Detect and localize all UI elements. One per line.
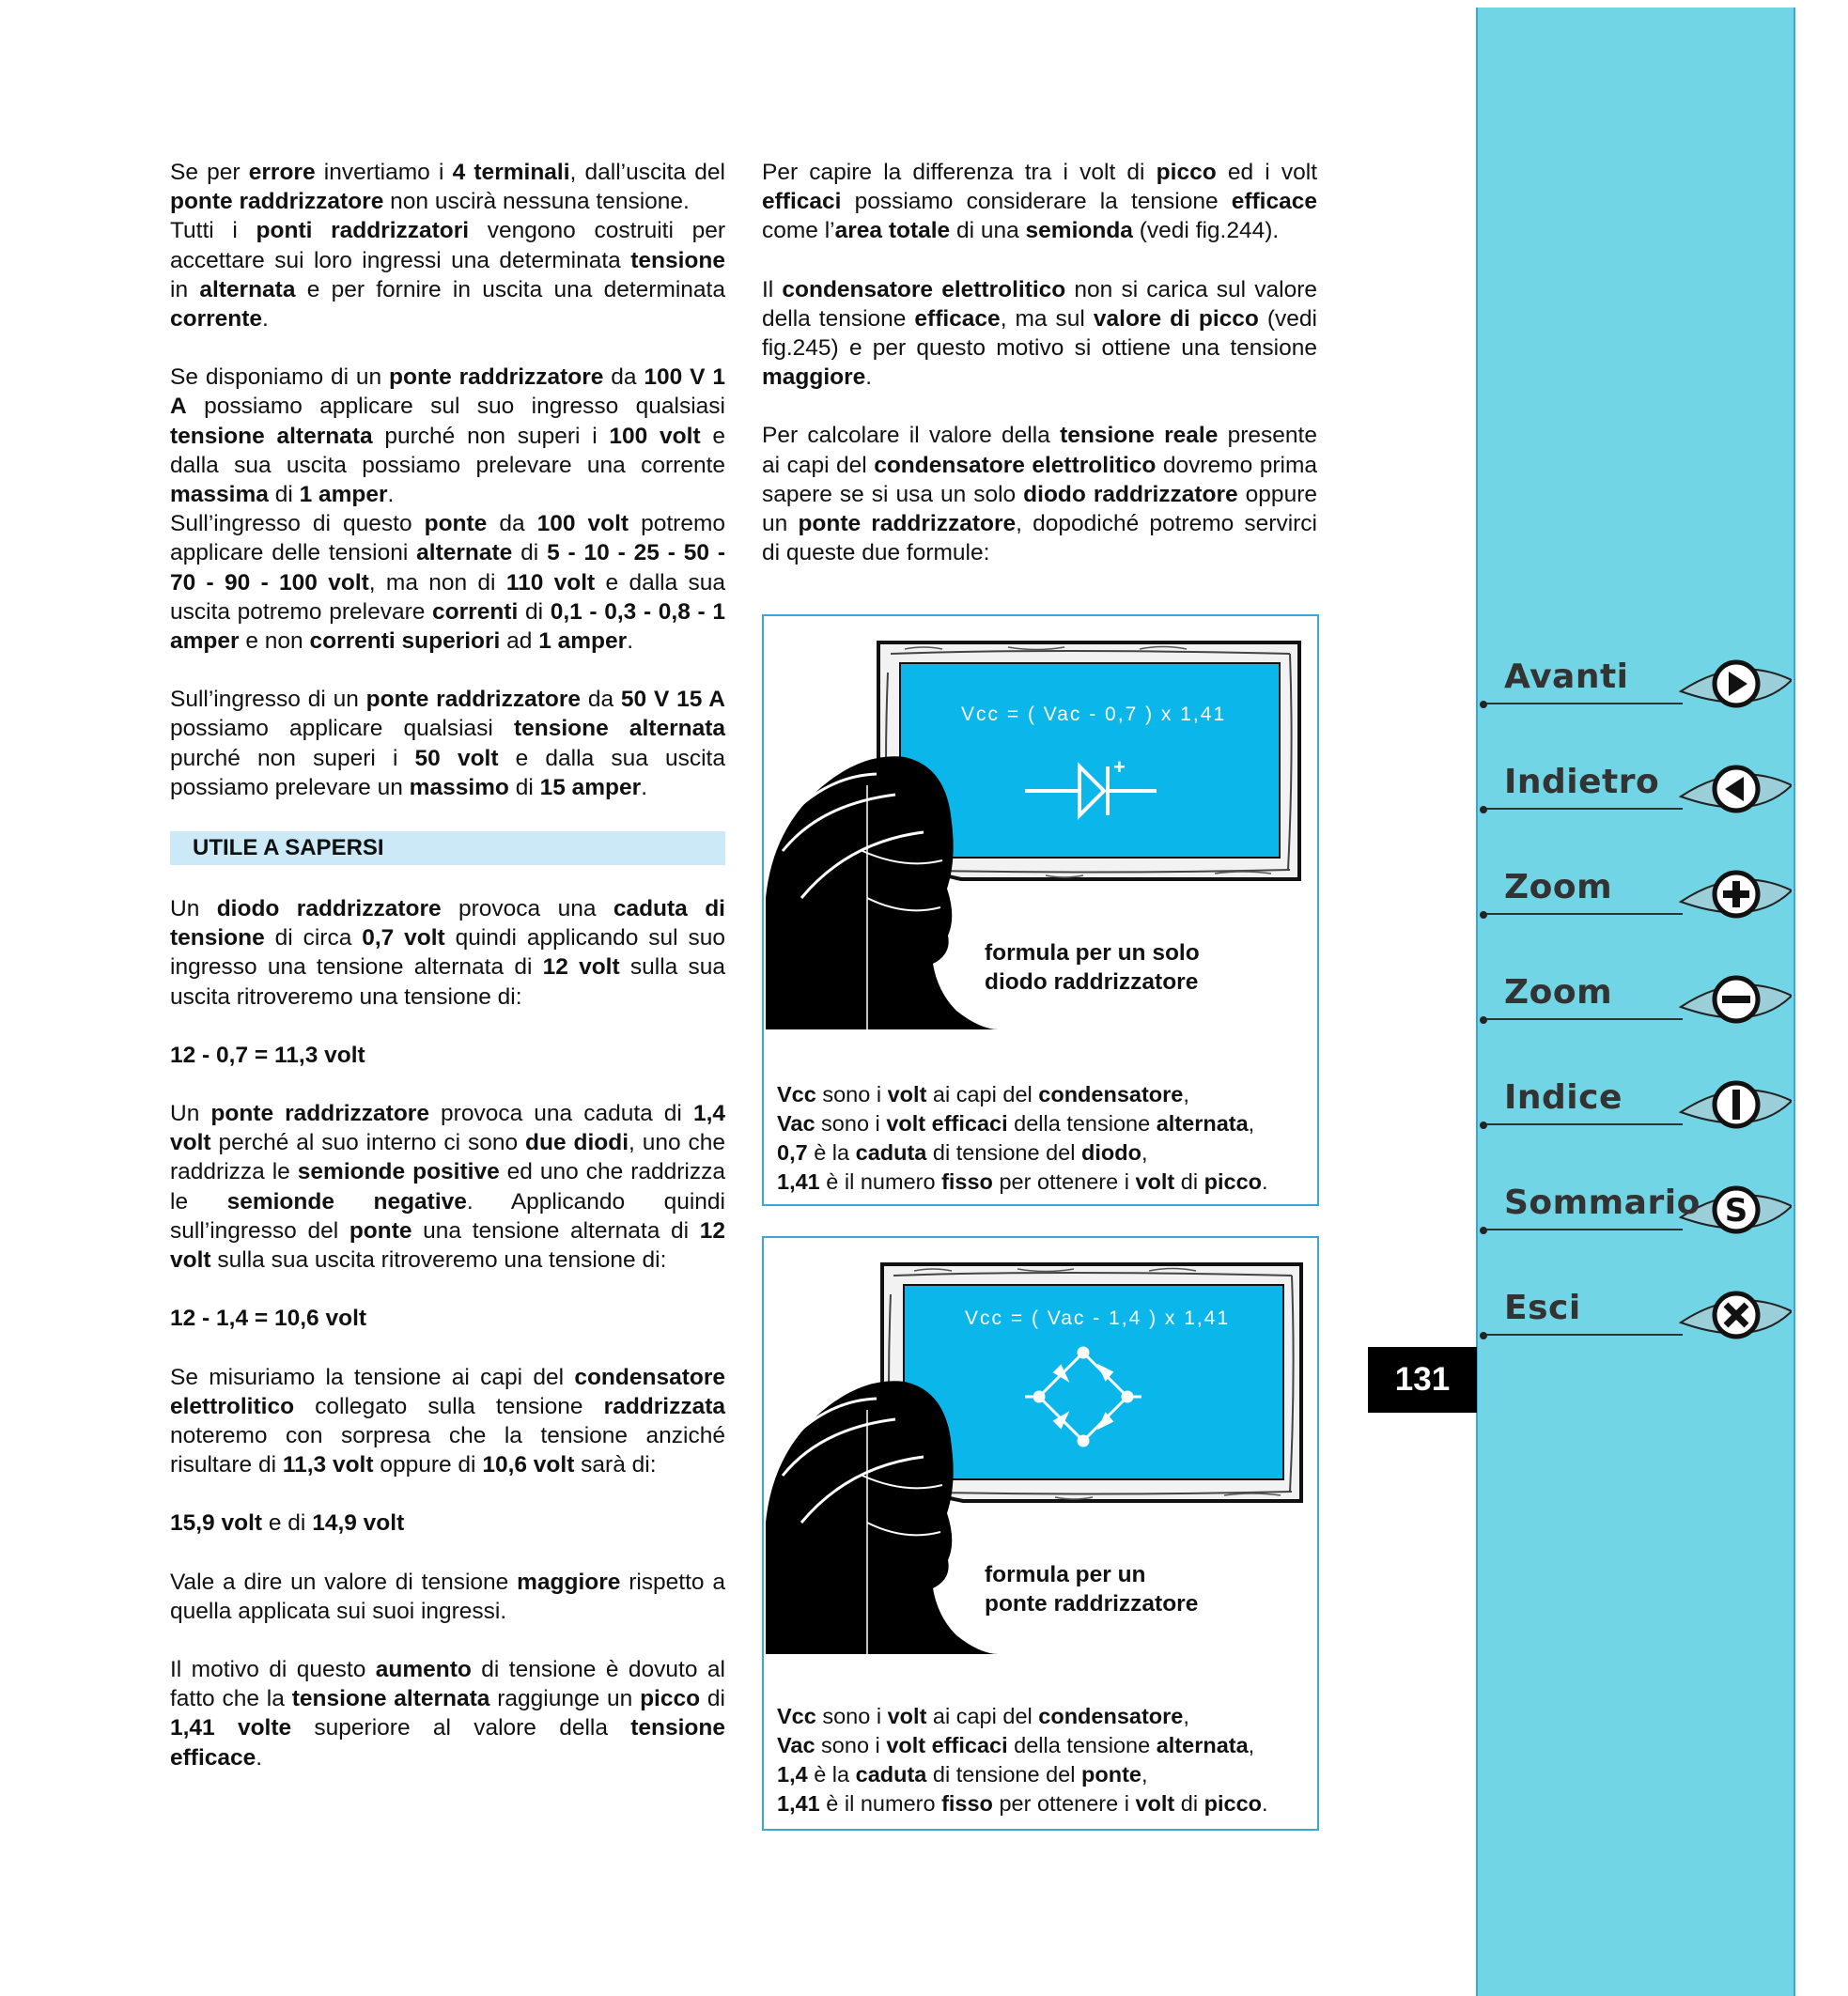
paragraph: Sull’ingresso di un ponte raddrizzatore da 50 V 15 A possiamo applicare qualsiasi tensione alternata purché non superi i 50 volt e dalla sua uscita possiamo prelevare un massimo di 15 amper. bbox=[170, 687, 725, 800]
paragraph: Un diodo raddrizzatore provoca una caduta di tensione di circa 0,7 volt quindi applicando sul suo ingresso una tensione alternata di 12 volt sulla sua uscita ritroveremo una tensione di: bbox=[170, 896, 725, 1010]
paragraph: Un ponte raddrizzatore provoca una caduta di 1,4 volt perché al suo interno ci sono due diodi, uno che raddrizza le semionde positive ed uno che raddrizza le semionde negative. Applicando quindi sull’ingresso del ponte una tensione alternata di 12 volt sulla sua uscita ritroveremo una tensione di: bbox=[170, 1101, 725, 1274]
formula-text: Vcc = ( Vac - 0,7 ) x 1,41 bbox=[961, 704, 1227, 725]
nav-label: Avanti bbox=[1504, 658, 1629, 696]
legend-line: 0,7 è la caduta di tensione del diodo, bbox=[777, 1140, 1148, 1165]
paragraph: Se misuriamo la tensione ai capi del condensatore elettrolitico collegato sulla tensione raddrizzata noteremo con sorpresa che la tensione anziché risultare di 11,3 volt oppure di 10,6 volt sarà di: bbox=[170, 1364, 725, 1478]
formula-figure-bridge bbox=[762, 1236, 1319, 1831]
legend-line: 1,41 è il numero fisso per ottenere i volt di picco. bbox=[777, 1791, 1268, 1816]
caption-line: ponte raddrizzatore bbox=[985, 1591, 1199, 1617]
nav-label: Esci bbox=[1504, 1289, 1581, 1327]
nav-label: Zoom bbox=[1504, 973, 1613, 1012]
caption-line: diodo raddrizzatore bbox=[985, 969, 1199, 995]
plus-mark: + bbox=[1113, 755, 1126, 779]
nav-indice-button[interactable] bbox=[1476, 1075, 1792, 1140]
formula-text: Vcc = ( Vac - 1,4 ) x 1,41 bbox=[965, 1307, 1231, 1329]
legend-line: Vac sono i volt efficaci della tensione alternata, bbox=[777, 1111, 1255, 1136]
nav-label: Sommario bbox=[1504, 1184, 1700, 1222]
page-number: 131 bbox=[1368, 1347, 1477, 1413]
paragraph: Tutti i ponti raddrizzatori vengono costruiti per accettare sui loro ingressi una determinata tensione in alternata e per fornire in uscita una determinata corrente. bbox=[170, 218, 725, 333]
nav-zoom-in-button[interactable] bbox=[1476, 864, 1792, 930]
paragraph: Per capire la differenza tra i volt di picco ed i volt efficaci possiamo considerare la tensione efficace come l’area totale di una semionda (vedi fig.244). bbox=[762, 160, 1317, 244]
result-line: 15,9 volt e di 14,9 volt bbox=[170, 1510, 405, 1537]
legend-line: Vcc sono i volt ai capi del condensatore, bbox=[777, 1082, 1189, 1106]
legend-line: 1,4 è la caduta di tensione del ponte, bbox=[777, 1762, 1148, 1787]
nav-avanti-button[interactable] bbox=[1476, 654, 1792, 719]
paragraph: Se per errore invertiamo i 4 terminali, dall’uscita del ponte raddrizzatore non uscirà nessuna tensione. bbox=[170, 160, 725, 215]
nav-label: Zoom bbox=[1504, 868, 1613, 906]
legend-line: Vac sono i volt efficaci della tensione alternata, bbox=[777, 1733, 1255, 1757]
paragraph: Il condensatore elettrolitico non si carica sul valore della tensione efficace, ma sul valore di picco (vedi fig.245) e per questo motivo si ottiene una tensione maggiore. bbox=[762, 276, 1317, 391]
nav-label: Indice bbox=[1504, 1078, 1623, 1117]
nav-esci-button[interactable] bbox=[1476, 1285, 1792, 1351]
caption-line: formula per un bbox=[985, 1562, 1146, 1587]
blue-screen bbox=[900, 663, 1280, 858]
figure-caption bbox=[985, 938, 1200, 997]
result-line: 12 - 0,7 = 11,3 volt bbox=[170, 1042, 365, 1068]
left-column bbox=[170, 158, 725, 1802]
paragraph: Per calcolare il valore della tensione reale presente ai capi del condensatore elettrolitico dovremo prima sapere se si usa un solo diodo raddrizzatore oppure un ponte raddrizzatore, dopodiché potremo servirci di queste due formule: bbox=[762, 423, 1317, 566]
paragraph: Se disponiamo di un ponte raddrizzatore da 100 V 1 A possiamo applicare sul suo ingresso qualsiasi tensione alternata purché non superi i 100 volt e dalla sua uscita possiamo prelevare una corrente massima di 1 amper. bbox=[170, 364, 725, 508]
nav-sommario-button[interactable] bbox=[1476, 1180, 1792, 1246]
nav-indietro-button[interactable] bbox=[1476, 759, 1792, 825]
formula-figure-diode bbox=[762, 614, 1319, 1206]
nav-zoom-out-button[interactable] bbox=[1476, 969, 1792, 1035]
legend-line: 1,41 è il numero fisso per ottenere i volt di picco. bbox=[777, 1169, 1268, 1194]
caption-line: formula per un solo bbox=[985, 940, 1200, 966]
middle-column bbox=[762, 158, 1317, 596]
paragraph: Vale a dire un valore di tensione maggiore rispetto a quella applicata sui suoi ingressi. bbox=[170, 1569, 725, 1624]
formula-legend bbox=[777, 1702, 1308, 1818]
formula-legend bbox=[777, 1080, 1308, 1197]
paragraph: Sull’ingresso di questo ponte da 100 volt potremo applicare delle tensioni alternate di 5 - 10 - 25 - 50 - 70 - 90 - 100 volt, ma non di 110 volt e dalla sua uscita potremo prelevare correnti di 0,1 - 0,3 - 0,8 - 1 amper e non correnti superiori ad 1 amper. bbox=[170, 511, 726, 655]
legend-line: Vcc sono i volt ai capi del condensatore, bbox=[777, 1704, 1189, 1728]
result-line: 12 - 1,4 = 10,6 volt bbox=[170, 1306, 367, 1332]
svg-text:S: S bbox=[1724, 1192, 1748, 1230]
nav-label: Indietro bbox=[1504, 763, 1660, 801]
figure-caption bbox=[985, 1560, 1198, 1618]
note-heading: UTILE A SAPERSI bbox=[170, 831, 725, 865]
paragraph: Il motivo di questo aumento di tensione è dovuto al fatto che la tensione alternata raggiunge un picco di 1,41 volte superiore al valore della tensione efficace. bbox=[170, 1656, 725, 1771]
